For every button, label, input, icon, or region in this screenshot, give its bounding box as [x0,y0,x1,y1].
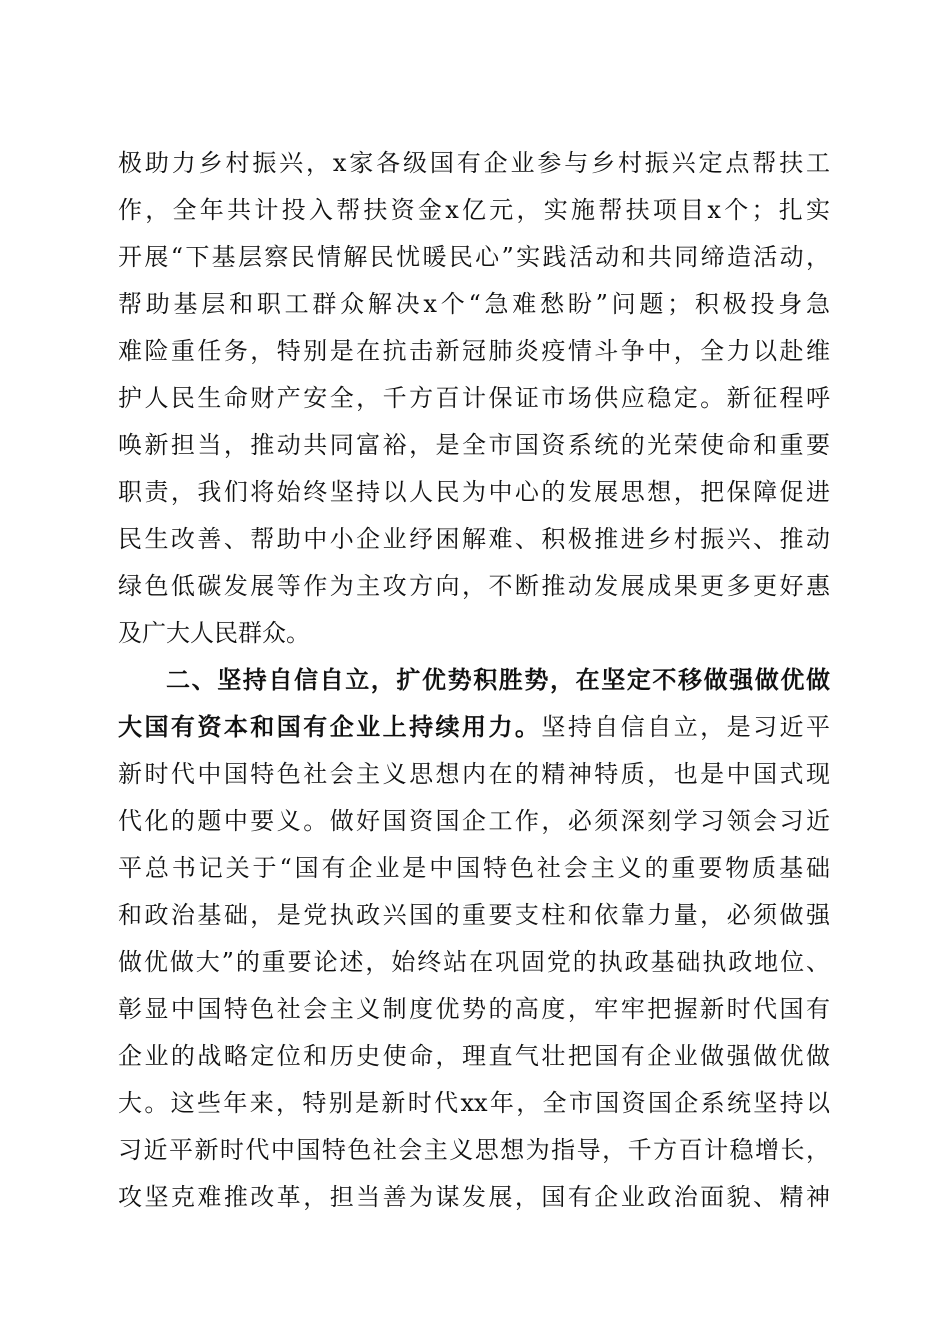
paragraph-line: 彰显中国特色社会主义制度优势的高度，牢牢把握新时代国有 [118,995,830,1023]
section-heading-continuation [118,707,830,747]
paragraph-line: 唤新担当，推动共同富裕，是全市国资系统的光荣使命和重要 [118,431,830,459]
paragraph-line: 企业的战略定位和历史使命，理直气壮把国有企业做强做优做 [118,1042,830,1070]
paragraph-line: 作，全年共计投入帮扶资金x亿元，实施帮扶项目x个；扎实 [118,196,830,224]
paragraph-line: 新时代中国特色社会主义思想内在的精神特质，也是中国式现 [118,760,830,788]
paragraph-line: 护人民生命财产安全，千方百计保证市场供应稳定。新征程呼 [118,384,830,412]
paragraph-line: 攻坚克难推改革，担当善为谋发展，国有企业政治面貌、精神 [118,1183,830,1211]
paragraph-text: 坚持自信自立，是习近平 [541,713,831,741]
paragraph-line-last: 及广大人民群众。 [118,619,310,647]
paragraph-line: 难险重任务，特别是在抗击新冠肺炎疫情斗争中，全力以赴维 [118,337,830,365]
paragraph-line: 帮助基层和职工群众解决x个“急难愁盼”问题；积极投身急 [118,290,830,318]
paragraph-line: 职责，我们将始终坚持以人民为中心的发展思想，把保障促进 [118,478,830,506]
paragraph-line: 习近平新时代中国特色社会主义思想为指导，千方百计稳增长， [118,1136,830,1164]
section-heading: 二、坚持自信自立，扩优势积胜势，在坚定不移做强做优做 [166,666,830,694]
paragraph-line: 绿色低碳发展等作为主攻方向，不断推动发展成果更多更好惠 [118,572,830,600]
paragraph-line: 大。这些年来，特别是新时代xx年，全市国资国企系统坚持以 [118,1089,830,1117]
paragraph-line: 代化的题中要义。做好国资国企工作，必须深刻学习领会习近 [118,807,830,835]
paragraph-line: 极助力乡村振兴，x家各级国有企业参与乡村振兴定点帮扶工 [118,149,830,177]
paragraph-line: 平总书记关于“国有企业是中国特色社会主义的重要物质基础 [118,854,830,882]
paragraph-line: 开展“下基层察民情解民忧暖民心”实践活动和共同缔造活动， [118,243,830,271]
paragraph-line: 和政治基础，是党执政兴国的重要支柱和依靠力量，必须做强 [118,901,830,929]
paragraph-line: 民生改善、帮助中小企业纾困解难、积极推进乡村振兴、推动 [118,525,830,553]
paragraph-line: 做优做大”的重要论述，始终站在巩固党的执政基础执政地位、 [118,948,830,976]
section-heading-tail: 大国有资本和国有企业上持续用力。 [118,713,542,741]
